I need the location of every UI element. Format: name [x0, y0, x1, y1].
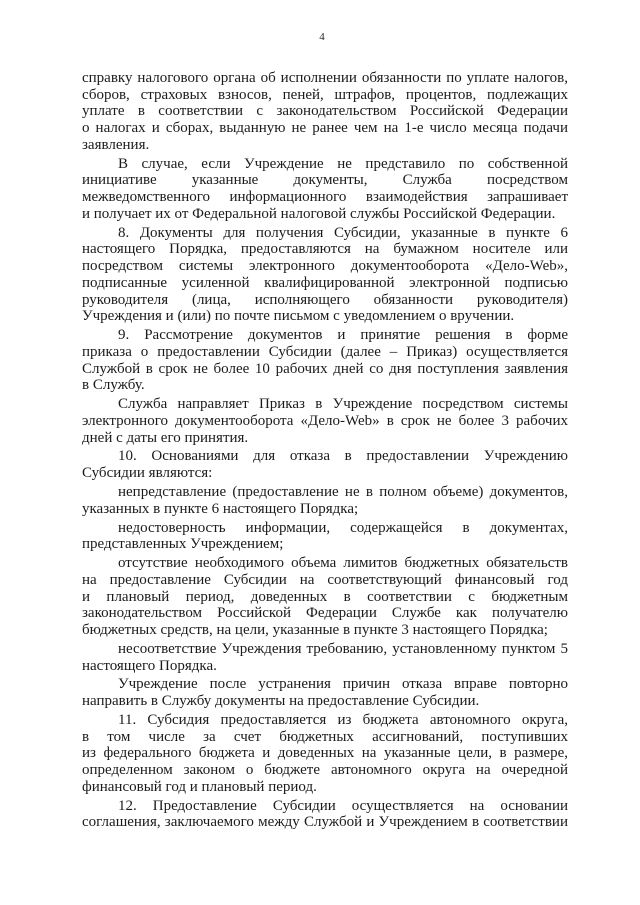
page-number: 4 — [319, 31, 325, 43]
text-line: и получает их от Федеральной налоговой службы Российской Федерации. — [82, 205, 556, 222]
paragraph — [82, 327, 568, 394]
text-line: сборов, страховых взносов, пеней, штрафов, процентов, подлежащих — [82, 86, 568, 103]
text-line: 11. Субсидия предоставляется из бюджета автономного округа, — [118, 712, 568, 729]
paragraph — [82, 641, 568, 674]
text-line: заявления. — [82, 136, 150, 153]
text-line: отсутствие необходимого объема лимитов бюджетных обязательств — [118, 555, 568, 572]
text-line: представленных Учреждением; — [82, 536, 284, 553]
text-line: указанных в пункте 6 настоящего Порядка; — [82, 500, 359, 517]
text-line: уплате в соответствии с законодательством Российской Федерации — [82, 103, 568, 120]
paragraph — [82, 448, 568, 481]
paragraph — [82, 396, 568, 446]
text-line: финансовый год и плановый период. — [82, 778, 317, 795]
text-line: бюджетных средств, на цели, указанные в пункте 3 настоящего Порядка; — [82, 622, 548, 638]
text-line: В случае, если Учреждение не представило по собственной — [118, 155, 568, 172]
text-line: в Службу. — [82, 377, 145, 394]
text-line: Служба направляет Приказ в Учреждение посредством системы — [118, 396, 568, 413]
text-line: Учреждение после устранения причин отказа вправе повторно — [118, 676, 568, 693]
text-line: 8. Документы для получения Субсидии, указанные в пункте 6 — [118, 224, 568, 241]
paragraph — [82, 798, 568, 831]
paragraph — [82, 484, 568, 517]
text-line: дней с даты его принятия. — [82, 429, 249, 446]
text-line: 9. Рассмотрение документов и принятие решения в форме — [118, 327, 568, 344]
text-line: в том числе за счет бюджетных ассигнований, поступивших — [82, 728, 568, 745]
text-line: Службой в срок не более 10 рабочих дней со дня поступления заявления — [82, 360, 568, 377]
text-line: и плановый период, доведенных в соответствии с бюджетным — [82, 588, 568, 605]
text-line: из федерального бюджета и доведенных на указанные цели, в размере, — [82, 745, 568, 762]
text-line: приказа о предоставлении Субсидии (далее – Приказ) осуществляется — [82, 343, 568, 360]
text-line: электронного документооборота «Дело-Web» в срок не более 3 рабочих — [82, 412, 568, 429]
text-line: Учреждения и (или) по почте письмом с уведомлением о вручении. — [82, 308, 515, 325]
text-line: настоящего Порядка. — [82, 657, 217, 674]
text-line: законодательством Российской Федерации Службе как получателю — [82, 605, 568, 622]
text-line: посредством системы электронного документооборота «Дело-Web», — [82, 258, 568, 275]
text-line: подписанные усиленной квалифицированной электронной подписью — [82, 274, 568, 291]
text-line: недостоверность информации, содержащейся в документах, — [118, 519, 568, 536]
text-line: 12. Предоставление Субсидии осуществляется на основании — [118, 797, 568, 814]
paragraph — [82, 676, 568, 709]
text-line: инициативе указанные документы, Служба посредством — [82, 172, 568, 189]
text-line: межведомственного информационного взаимодействия запрашивает — [82, 189, 568, 206]
paragraph — [82, 156, 568, 223]
text-line: направить в Службу документы на предоставление Субсидии. — [82, 693, 480, 710]
text-line: руководителя (лица, исполняющего обязанности руководителя) — [82, 291, 568, 308]
text-line: соглашения, заключаемого между Службой и Учреждением в соответствии — [82, 814, 568, 831]
text-line: 10. Основаниями для отказа в предоставлении Учреждению — [118, 448, 568, 465]
text-line: определенном законом о бюджете автономного округа на очередной — [82, 762, 568, 779]
paragraph — [82, 555, 568, 639]
text-line: непредставление (предоставление не в полном объеме) документов, — [118, 484, 568, 500]
paragraph — [82, 70, 568, 154]
text-line: настоящего Порядка, предоставляются на бумажном носителе или — [82, 241, 568, 258]
paragraph — [82, 712, 568, 796]
text-line: Субсидии являются: — [82, 465, 213, 482]
paragraph — [82, 225, 568, 325]
document-body — [82, 70, 568, 831]
text-line: на предоставление Субсидии на соответствующий финансовый год — [82, 571, 568, 588]
text-line: справку налогового органа об исполнении обязанности по уплате налогов, — [82, 70, 568, 86]
paragraph — [82, 520, 568, 553]
text-line: несоответствие Учреждения требованию, установленному пунктом 5 — [118, 640, 568, 657]
text-line: о налогах и сборах, выданную не ранее чем на 1-е число месяца подачи — [82, 120, 568, 137]
